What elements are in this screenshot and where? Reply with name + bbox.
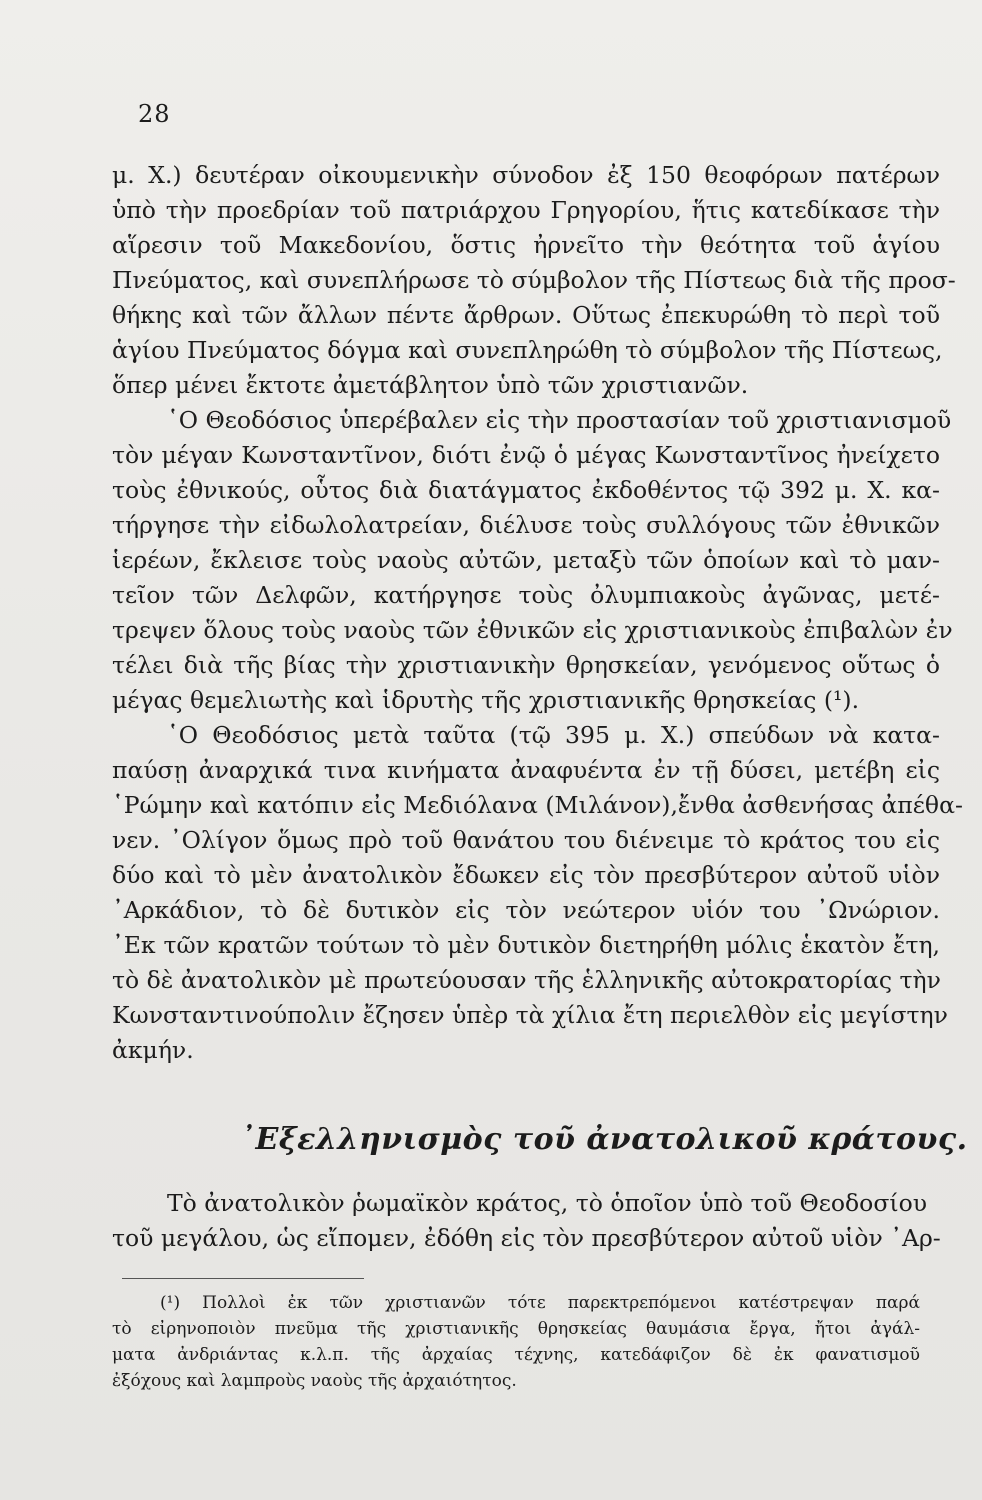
text-line: τοὺς ἐθνικούς, οὗτος διὰ διατάγματος ἐκδοθέντος τῷ 392 μ. Χ. κα- (112, 476, 940, 504)
text-line: τεῖον τῶν Δελφῶν, κατήργησε τοὺς ὀλυμπιακοὺς ἀγῶνας, μετέ- (112, 581, 940, 609)
paragraph-start-line: Τὸ ἀνατολικὸν ῥωμαϊκὸν κράτος, τὸ ὁποῖον ὑπὸ τοῦ Θεοδοσίου (167, 1189, 928, 1217)
text-line: τέλει διὰ τῆς βίας τὴν χριστιανικὴν θρησκείαν, γενόμενος οὕτως ὁ (112, 651, 940, 679)
text-line: ὑπὸ τὴν προεδρίαν τοῦ πατριάρχου Γρηγορίου, ἥτις κατεδίκασε τὴν (112, 196, 940, 224)
section-text (112, 1186, 941, 1256)
text-line: τήργησε τὴν εἰδωλολατρείαν, διέλυσε τοὺς συλλόγους τῶν ἐθνικῶν (112, 511, 940, 539)
text-line: μ. Χ.) δευτέραν οἰκουμενικὴν σύνοδον ἐξ 150 θεοφόρων πατέρων (112, 161, 940, 189)
text-line: ᾿Αρκάδιον, τὸ δὲ δυτικὸν εἰς τὸν νεώτερον υἱόν του ᾿Ωνώριον. (112, 896, 940, 924)
text-line: μέγας θεμελιωτὴς καὶ ἱδρυτὴς τῆς χριστιανικῆς θρησκείας (¹). (112, 686, 860, 714)
paragraph-start-line: ῾Ο Θεοδόσιος ὑπερέβαλεν εἰς τὴν προστασίαν τοῦ χριστιανισμοῦ (167, 406, 952, 434)
page-number: 28 (138, 100, 171, 128)
footnote-line: τὸ εἰρηνοποιὸν πνεῦμα τῆς χριστιανικῆς θρησκείας θαυμάσια ἔργα, ἤτοι ἀγάλ- (112, 1319, 920, 1339)
paragraph-start-line: ῾Ο Θεοδόσιος μετὰ ταῦτα (τῷ 395 μ. Χ.) σπεύδων νὰ κατα- (167, 721, 940, 749)
footnote-line: ματα ἀνδριάντας κ.λ.π. τῆς ἀρχαίας τέχνης, κατεδάφιζον δὲ ἐκ φανατισμοῦ (112, 1345, 920, 1365)
text-line: θήκης καὶ τῶν ἄλλων πέντε ἄρθρων. Οὕτως ἐπεκυρώθη τὸ περὶ τοῦ (112, 301, 940, 329)
text-line: νεν. ᾿Ολίγον ὅμως πρὸ τοῦ θανάτου του διένειμε τὸ κράτος του εἰς (112, 826, 940, 854)
footnote (112, 1290, 920, 1394)
text-line: τὸν μέγαν Κωνσταντῖνον, διότι ἐνῷ ὁ μέγας Κωνσταντῖνος ἠνείχετο (112, 441, 940, 469)
text-line: ἁγίου Πνεύματος δόγμα καὶ συνεπληρώθη τὸ σύμβολον τῆς Πίστεως, (112, 336, 943, 364)
text-line: τοῦ μεγάλου, ὡς εἴπομεν, ἐδόθη εἰς τὸν πρεσβύτερον αὐτοῦ υἱὸν ᾿Αρ- (112, 1224, 941, 1252)
text-line: αἵρεσιν τοῦ Μακεδονίου, ὅστις ἠρνεῖτο τὴν θεότητα τοῦ ἁγίου (112, 231, 940, 259)
text-line: ῾Ρώμην καὶ κατόπιν εἰς Μεδιόλανα (Μιλάνον),ἔνθα ἀσθενήσας ἀπέθα- (112, 791, 963, 819)
text-line: δύο καὶ τὸ μὲν ἀνατολικὸν ἔδωκεν εἰς τὸν πρεσβύτερον αὐτοῦ υἱὸν (112, 861, 940, 889)
text-line: τρεψεν ὅλους τοὺς ναοὺς τῶν ἐθνικῶν εἰς χριστιανικοὺς ἐπιβαλὼν ἐν (112, 616, 953, 644)
text-line: παύσῃ ἀναρχικά τινα κινήματα ἀναφυέντα ἐν τῇ δύσει, μετέβη εἰς (112, 756, 940, 784)
text-line: ἱερέων, ἔκλεισε τοὺς ναοὺς αὐτῶν, μεταξὺ τῶν ὁποίων καὶ τὸ μαν- (112, 546, 940, 574)
footnote-divider (122, 1278, 364, 1279)
text-line: ὅπερ μένει ἔκτοτε ἀμετάβλητον ὑπὸ τῶν χριστιανῶν. (112, 371, 749, 399)
text-line: ἀκμήν. (112, 1036, 194, 1064)
footnote-line: ἐξόχους καὶ λαμπροὺς ναοὺς τῆς ἀρχαιότητος. (112, 1371, 517, 1391)
text-line: ᾿Εκ τῶν κρατῶν τούτων τὸ μὲν δυτικὸν διετηρήθη μόλις ἑκατὸν ἔτη, (112, 931, 940, 959)
footnote-line: (¹) Πολλοὶ ἐκ τῶν χριστιανῶν τότε παρεκτρεπόμενοι κατέστρεψαν παρά (160, 1293, 920, 1313)
main-text (112, 158, 963, 1068)
text-line: τὸ δὲ ἀνατολικὸν μὲ πρωτεύουσαν τῆς ἑλληνικῆς αὐτοκρατορίας τὴν (112, 966, 941, 994)
section-heading: ᾿Εξελληνισμὸς τοῦ ἀνατολικοῦ κράτους. (240, 1122, 968, 1157)
text-line: Πνεύματος, καὶ συνεπλήρωσε τὸ σύμβολον τῆς Πίστεως διὰ τῆς προσ- (112, 266, 956, 294)
text-line: Κωνσταντινούπολιν ἔζησεν ὑπὲρ τὰ χίλια ἔτη περιελθὸν εἰς μεγίστην (112, 1001, 948, 1029)
